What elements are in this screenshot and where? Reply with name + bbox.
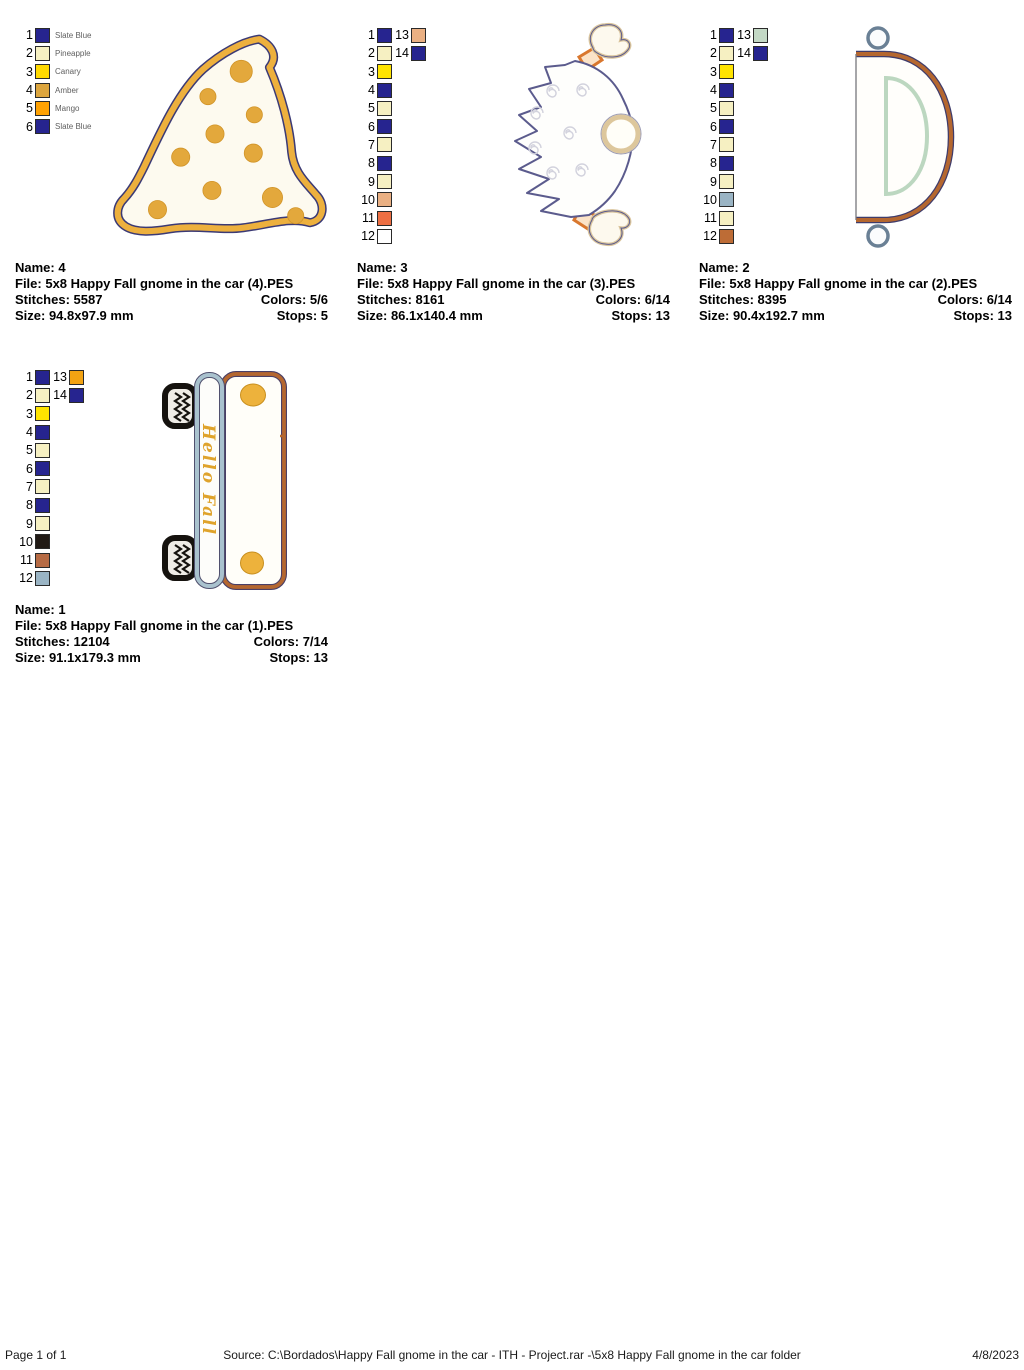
color-number: 12 xyxy=(703,229,717,244)
design-name: Name: 2 xyxy=(699,260,750,275)
color-row xyxy=(16,551,50,569)
design-stitches: Stitches: 8161 xyxy=(357,292,445,307)
color-swatch xyxy=(35,443,50,458)
design-colors: Colors: 6/14 xyxy=(595,292,670,307)
color-number: 2 xyxy=(26,46,33,61)
grommet-top xyxy=(868,28,888,48)
hello-fall-script: Hello Fall xyxy=(198,423,218,537)
design-stops: Stops: 13 xyxy=(611,308,670,323)
color-number: 14 xyxy=(737,46,751,61)
color-row xyxy=(16,99,91,117)
color-number: 13 xyxy=(737,28,751,43)
color-swatch xyxy=(719,119,734,134)
color-row xyxy=(700,136,734,154)
design-colors: Colors: 7/14 xyxy=(253,634,328,649)
color-swatch xyxy=(35,119,50,134)
color-swatch xyxy=(719,192,734,207)
color-swatch xyxy=(35,64,50,79)
color-row xyxy=(50,368,84,386)
gnome-beard-thumbnail xyxy=(475,21,675,251)
color-row xyxy=(16,514,50,532)
color-number: 12 xyxy=(19,571,33,586)
color-number: 4 xyxy=(26,425,33,440)
color-row xyxy=(16,44,91,62)
design-name: Name: 3 xyxy=(357,260,408,275)
color-swatch xyxy=(719,46,734,61)
design-size: Size: 94.8x97.9 mm xyxy=(15,308,134,323)
color-swatch xyxy=(35,46,50,61)
color-row xyxy=(700,117,734,135)
color-palette-car xyxy=(16,368,84,588)
color-swatch xyxy=(35,83,50,98)
color-swatch xyxy=(377,174,392,189)
color-number: 8 xyxy=(710,156,717,171)
color-number: 3 xyxy=(368,64,375,79)
color-number: 3 xyxy=(710,64,717,79)
grommet-bottom xyxy=(868,226,888,246)
color-row xyxy=(700,191,734,209)
color-swatch xyxy=(719,229,734,244)
car-thumbnail xyxy=(154,370,304,595)
color-number: 9 xyxy=(710,174,717,189)
color-number: 13 xyxy=(53,370,67,385)
color-swatch xyxy=(35,479,50,494)
color-swatch xyxy=(35,516,50,531)
color-swatch xyxy=(719,211,734,226)
color-number: 14 xyxy=(53,388,67,403)
color-row xyxy=(50,386,84,404)
color-row xyxy=(16,423,50,441)
color-row xyxy=(358,154,392,172)
color-row xyxy=(358,26,392,44)
color-row xyxy=(16,569,50,587)
color-swatch xyxy=(719,64,734,79)
design-file: File: 5x8 Happy Fall gnome in the car (1).PES xyxy=(15,618,294,633)
color-number: 6 xyxy=(26,119,33,134)
color-number: 6 xyxy=(26,461,33,476)
color-palette-beard xyxy=(358,26,426,246)
color-swatch xyxy=(719,101,734,116)
color-number: 4 xyxy=(26,83,33,98)
color-swatch xyxy=(377,101,392,116)
gnome-nose xyxy=(604,117,638,151)
design-card-car xyxy=(14,362,332,692)
color-name-label: Slate Blue xyxy=(55,30,92,40)
design-info-door xyxy=(699,260,1012,324)
design-file: File: 5x8 Happy Fall gnome in the car (4).PES xyxy=(15,276,294,291)
color-swatch xyxy=(35,101,50,116)
design-size: Size: 86.1x140.4 mm xyxy=(357,308,483,323)
color-swatch xyxy=(377,137,392,152)
design-card-beard xyxy=(356,20,674,350)
color-name-label: Amber xyxy=(55,85,79,95)
source-path: Source: C:\Bordados\Happy Fall gnome in the car - ITH - Project.rar -\5x8 Happy Fall gnome in the car folder xyxy=(223,1348,801,1362)
design-stops: Stops: 13 xyxy=(953,308,1012,323)
color-row xyxy=(16,117,91,135)
color-number: 7 xyxy=(26,479,33,494)
color-number: 7 xyxy=(710,137,717,152)
car-door-thumbnail xyxy=(822,22,962,254)
color-name-label: Canary xyxy=(55,67,81,77)
color-row xyxy=(16,26,91,44)
design-colors: Colors: 5/6 xyxy=(260,292,328,307)
color-swatch xyxy=(377,28,392,43)
design-info-hat xyxy=(15,260,328,324)
color-swatch xyxy=(69,370,84,385)
color-row xyxy=(734,26,768,44)
design-info-car xyxy=(15,602,328,666)
color-number: 10 xyxy=(361,192,375,207)
color-row xyxy=(358,191,392,209)
color-swatch xyxy=(719,156,734,171)
color-number: 3 xyxy=(26,64,33,79)
color-number: 11 xyxy=(362,211,375,226)
car-wheel-top xyxy=(165,386,195,426)
car-wheel-bottom xyxy=(165,538,195,578)
color-row xyxy=(358,117,392,135)
color-row xyxy=(358,209,392,227)
design-name: Name: 4 xyxy=(15,260,66,275)
color-row xyxy=(16,496,50,514)
design-info-beard xyxy=(357,260,670,324)
color-number: 11 xyxy=(20,553,33,568)
gnome-hat-thumbnail xyxy=(100,23,332,255)
color-row xyxy=(700,26,734,44)
color-swatch xyxy=(35,28,50,43)
color-row xyxy=(16,368,50,386)
color-number: 9 xyxy=(368,174,375,189)
color-swatch xyxy=(35,425,50,440)
color-swatch xyxy=(377,119,392,134)
color-swatch xyxy=(35,406,50,421)
color-number: 4 xyxy=(710,83,717,98)
color-swatch xyxy=(377,211,392,226)
color-row xyxy=(358,99,392,117)
design-name: Name: 1 xyxy=(15,602,66,617)
color-number: 4 xyxy=(368,83,375,98)
color-number: 7 xyxy=(368,137,375,152)
color-number: 5 xyxy=(26,443,33,458)
color-number: 2 xyxy=(710,46,717,61)
design-file: File: 5x8 Happy Fall gnome in the car (2).PES xyxy=(699,276,978,291)
color-swatch xyxy=(377,156,392,171)
color-row xyxy=(700,63,734,81)
design-card-hat xyxy=(14,20,332,350)
color-row xyxy=(358,44,392,62)
color-swatch xyxy=(35,461,50,476)
color-number: 5 xyxy=(710,101,717,116)
color-number: 8 xyxy=(368,156,375,171)
color-swatch xyxy=(377,64,392,79)
color-row xyxy=(700,172,734,190)
color-row xyxy=(358,63,392,81)
color-number: 3 xyxy=(26,406,33,421)
color-number: 11 xyxy=(704,211,717,226)
color-number: 6 xyxy=(368,119,375,134)
color-swatch xyxy=(35,498,50,513)
color-swatch xyxy=(411,28,426,43)
color-number: 1 xyxy=(26,370,33,385)
color-swatch xyxy=(35,534,50,549)
color-row xyxy=(358,172,392,190)
color-row xyxy=(16,63,91,81)
color-number: 12 xyxy=(361,229,375,244)
color-number: 2 xyxy=(26,388,33,403)
color-row xyxy=(16,459,50,477)
color-swatch xyxy=(69,388,84,403)
color-number: 6 xyxy=(710,119,717,134)
color-swatch xyxy=(35,571,50,586)
color-row xyxy=(700,209,734,227)
design-stitches: Stitches: 12104 xyxy=(15,634,110,649)
color-row xyxy=(16,386,50,404)
color-row xyxy=(16,405,50,423)
page-number: Page 1 of 1 xyxy=(5,1348,67,1362)
color-swatch xyxy=(753,28,768,43)
design-stops: Stops: 5 xyxy=(276,308,328,323)
color-row xyxy=(358,227,392,245)
color-row xyxy=(700,154,734,172)
design-size: Size: 91.1x179.3 mm xyxy=(15,650,141,665)
color-swatch xyxy=(719,28,734,43)
color-row xyxy=(734,44,768,62)
color-number: 1 xyxy=(26,28,33,43)
color-number: 8 xyxy=(26,498,33,513)
color-number: 5 xyxy=(368,101,375,116)
color-row xyxy=(16,81,91,99)
color-swatch xyxy=(411,46,426,61)
color-number: 9 xyxy=(26,516,33,531)
color-swatch xyxy=(35,388,50,403)
design-colors: Colors: 6/14 xyxy=(937,292,1012,307)
color-swatch xyxy=(753,46,768,61)
color-swatch xyxy=(719,83,734,98)
design-card-door xyxy=(698,20,1016,350)
color-swatch xyxy=(719,174,734,189)
color-number: 10 xyxy=(19,534,33,549)
color-swatch xyxy=(377,229,392,244)
color-row xyxy=(358,81,392,99)
color-number: 14 xyxy=(395,46,409,61)
color-row xyxy=(392,44,426,62)
color-swatch xyxy=(377,83,392,98)
color-name-label: Mango xyxy=(55,103,80,113)
color-swatch xyxy=(377,192,392,207)
color-row xyxy=(16,533,50,551)
color-palette-door xyxy=(700,26,768,246)
color-row xyxy=(16,478,50,496)
color-name-label: Slate Blue xyxy=(55,122,92,132)
color-swatch xyxy=(719,137,734,152)
car-headlight-top xyxy=(241,384,266,406)
color-number: 10 xyxy=(703,192,717,207)
color-number: 1 xyxy=(368,28,375,43)
color-swatch xyxy=(377,46,392,61)
color-swatch xyxy=(35,553,50,568)
color-name-label: Pineapple xyxy=(55,48,91,58)
color-row xyxy=(700,81,734,99)
print-date: 4/8/2023 xyxy=(972,1348,1019,1362)
color-swatch xyxy=(35,370,50,385)
color-number: 1 xyxy=(710,28,717,43)
design-stitches: Stitches: 8395 xyxy=(699,292,787,307)
color-row xyxy=(392,26,426,44)
color-row xyxy=(16,441,50,459)
color-number: 5 xyxy=(26,101,33,116)
color-row xyxy=(358,136,392,154)
design-stitches: Stitches: 5587 xyxy=(15,292,103,307)
design-stops: Stops: 13 xyxy=(269,650,328,665)
design-file: File: 5x8 Happy Fall gnome in the car (3).PES xyxy=(357,276,636,291)
color-palette-hat xyxy=(16,26,91,136)
color-number: 13 xyxy=(395,28,409,43)
color-number: 2 xyxy=(368,46,375,61)
color-row xyxy=(700,99,734,117)
car-headlight-bottom xyxy=(241,552,264,574)
design-size: Size: 90.4x192.7 mm xyxy=(699,308,825,323)
color-row xyxy=(700,44,734,62)
color-row xyxy=(700,227,734,245)
